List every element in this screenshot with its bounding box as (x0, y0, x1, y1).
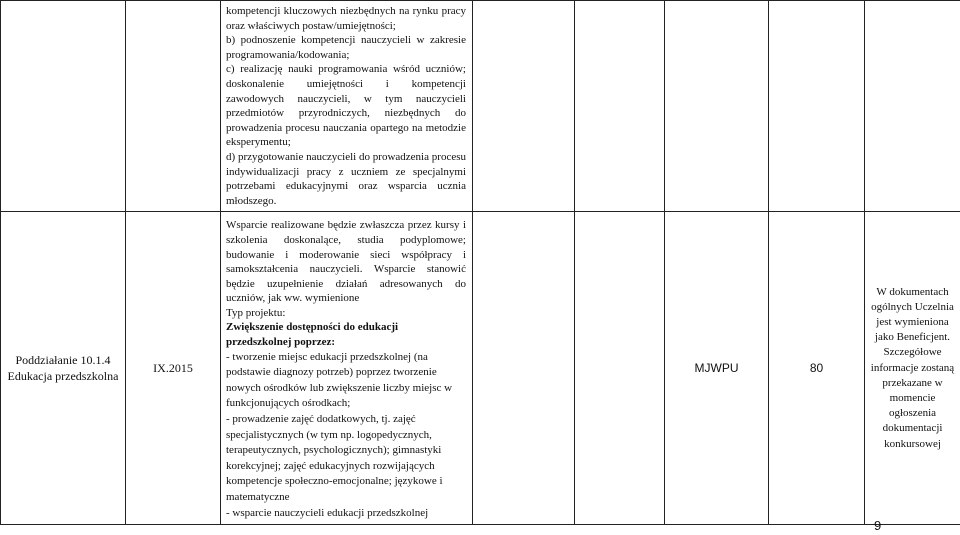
table-row (1, 1, 960, 212)
empty-cell (665, 1, 769, 212)
project-type-title: Zwiększenie dostępności do edukacji przedszkolnej poprzez: (226, 321, 399, 349)
empty-cell (575, 212, 665, 525)
empty-cell (473, 212, 575, 525)
submeasure-label: Poddziałanie 10.1.4 Edukacja przedszkolna (7, 353, 119, 384)
table-row (1, 212, 960, 525)
project-item: - wsparcie nauczycieli edukacji przedszkolnej (226, 506, 429, 519)
project-item: - tworzenie miejsc edukacji przedszkolnej (na podstawie diagnozy potrzeb) poprzez tworzenie nowych ośrodków lub zwiększenie liczby miejsc w funkcjonujących ośrodkach; (226, 350, 453, 410)
amount-cell (769, 212, 865, 525)
notes-cell (865, 212, 960, 525)
institution-value: MJWPU (694, 361, 739, 376)
description-paragraph: c) realizację nauki programowania wśród uczniów; doskonalenie umiejętności i kompetencji zawodowych nauczycieli, w tym nauczycieli przedmiotów przyrodniczych, niezbędnych do prowadzenia procesu nauczania opartego na metodzie eksperymentu; (226, 63, 466, 149)
empty-cell (1, 1, 126, 212)
description-paragraph: kompetencji kluczowych niezbędnych na rynku pracy oraz właściwych postaw/umiejętności; (226, 5, 466, 32)
empty-cell (575, 1, 665, 212)
support-paragraph: Wsparcie realizowane będzie zwłaszcza przez kursy i szkolenia doskonalące, studia podyplomowe; budowanie i moderowanie sieci współpracy i samokształcenia nauczycieli. Wsparcie stanowić będzie uzupełnienie działań adresowanych do uczniów, jak ww. wymienione (226, 219, 466, 305)
empty-cell (126, 1, 221, 212)
empty-cell (473, 1, 575, 212)
page-number: 9 (874, 518, 882, 533)
project-item: - prowadzenie zajęć dodatkowych, tj. zajęć specjalistycznych (w tym np. logopedycznych, terapeutycznych, psychologicznych); gimnastyki korekcyjnej; zajęć edukacyjnych rozwijających kompetencje społeczno-emocjonalne; językowe i matematyczne (226, 413, 443, 503)
empty-cell (865, 1, 960, 212)
institution-cell (665, 212, 769, 525)
description-paragraph: d) przygotowanie nauczycieli do prowadzenia procesu indywidualizacji pracy z uczniem ze specjalnymi potrzebami edukacyjnymi oraz wsparcia ucznia młodszego. (226, 150, 466, 207)
empty-cell (769, 1, 865, 212)
description-paragraph: b) podnoszenie kompetencji nauczycieli w zakresie programowania/kodowania; (226, 34, 466, 61)
date-cell (126, 212, 221, 525)
amount-value: 80 (809, 361, 824, 376)
support-description-cell (221, 212, 473, 525)
project-type-label: Typ projektu: (226, 306, 286, 319)
submeasure-cell (1, 212, 126, 525)
date-value: IX.2015 (153, 360, 193, 375)
description-cell (221, 1, 473, 212)
notes-text: W dokumentach ogólnych Uczelnia jest wymieniona jako Beneficjent. Szczegółowe informacje zostaną przekazane w momencie ogłoszenia dokumentacji konkursowej (870, 285, 955, 450)
